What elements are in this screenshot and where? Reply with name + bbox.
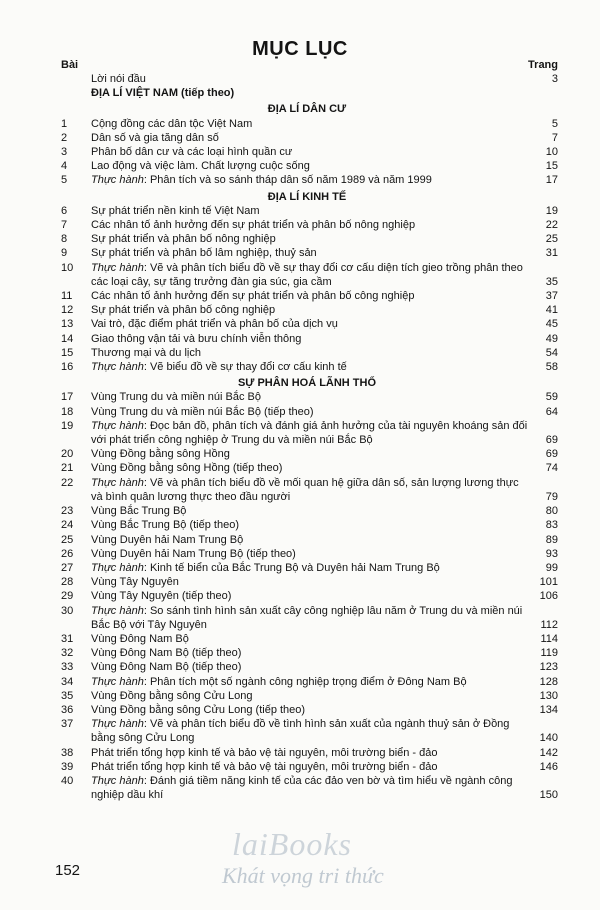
- lesson-number: 5: [61, 174, 68, 187]
- lesson-title: Sự phát triển nền kinh tế Việt Nam: [91, 204, 260, 217]
- practice-text: : Vẽ và phân tích biểu đồ về sự thay đổi cơ cấu diện tích gieo trồng phân theo các loại cây, sự tăng trưởng đàn gia súc, gia cầm: [91, 261, 523, 288]
- lesson-number: 9: [61, 247, 68, 260]
- lesson-title: Vùng Tây Nguyên (tiếp theo): [91, 590, 232, 603]
- preface-page: 3: [551, 73, 558, 85]
- lesson-title: Thương mại và du lịch: [91, 346, 201, 359]
- lesson-page: 35: [545, 275, 558, 288]
- toc-entry[interactable]: [56, 461, 558, 475]
- lesson-number: 15: [61, 346, 74, 359]
- lesson-title: [91, 261, 528, 289]
- lesson-number: 14: [61, 332, 74, 345]
- lesson-number: 21: [61, 462, 74, 475]
- lesson-title: Lao động và việc làm. Chất lượng cuộc sống: [91, 160, 310, 173]
- lesson-title: Vùng Đông Nam Bộ: [91, 632, 189, 645]
- section-heading: ĐỊA LÍ KINH TẾ: [267, 190, 347, 203]
- lesson-page: 25: [545, 233, 558, 246]
- lesson-title: Phát triển tổng hợp kinh tế và bảo vệ tài nguyên, môi trường biển - đảo: [91, 760, 438, 773]
- toc-entry[interactable]: [56, 173, 558, 187]
- lesson-number: 25: [61, 533, 74, 546]
- lesson-number: 36: [61, 703, 74, 716]
- practice-text: : Vẽ và phân tích biểu đồ về mối quan hệ giữa dân số, sản lượng lương thực và bình quân lương thực theo đầu người: [91, 476, 519, 503]
- lesson-page: 64: [545, 405, 558, 418]
- lesson-page: 37: [545, 290, 558, 303]
- practice-text: : So sánh tình hình sản xuất cây công nghiệp lâu năm ở Trung du và miền núi Bắc Bộ với Tây Nguyên: [91, 604, 523, 631]
- lesson-title: Vùng Tây Nguyên: [91, 576, 179, 589]
- lesson-title: Vùng Đồng bằng sông Hồng (tiếp theo): [91, 462, 283, 475]
- lesson-page: 114: [540, 632, 558, 645]
- sections-container: [56, 102, 558, 802]
- practice-label: Thực hành: [91, 174, 144, 187]
- lesson-title: [91, 717, 528, 745]
- lesson-number: 33: [61, 661, 74, 674]
- lesson-title: Vùng Bắc Trung Bộ (tiếp theo): [91, 519, 239, 532]
- watermark-tagline: Khát vọng tri thức: [222, 863, 384, 888]
- toc-entry[interactable]: [56, 289, 558, 303]
- lesson-page: 93: [545, 547, 558, 560]
- toc-entry[interactable]: [56, 632, 558, 646]
- lesson-number: 12: [61, 304, 74, 317]
- lesson-page: 106: [539, 590, 558, 603]
- main-heading: ĐỊA LÍ VIỆT NAM (tiếp theo): [91, 87, 235, 100]
- lesson-number: 23: [61, 505, 74, 518]
- practice-label: Thực hành: [91, 476, 144, 489]
- lesson-number: 35: [61, 689, 74, 702]
- lesson-page: 130: [539, 689, 558, 702]
- lesson-title: Vùng Bắc Trung Bộ: [91, 505, 187, 518]
- lesson-title: Cộng đồng các dân tộc Việt Nam: [91, 117, 253, 130]
- toc-entry[interactable]: [56, 332, 558, 346]
- lesson-number: 16: [61, 361, 74, 374]
- lesson-title: Phát triển tổng hợp kinh tế và bảo vệ tài nguyên, môi trường biển - đảo: [91, 746, 438, 759]
- practice-label: Thực hành: [91, 261, 144, 274]
- page-number: 152: [55, 862, 81, 879]
- lesson-title: [91, 774, 528, 802]
- lesson-number: 30: [61, 604, 74, 617]
- lesson-title: [91, 561, 528, 575]
- lesson-page: 19: [545, 204, 558, 217]
- toc-entry[interactable]: [56, 703, 558, 717]
- page-title: MỤC LỤC: [252, 38, 348, 60]
- lesson-title: [91, 476, 528, 504]
- table-of-contents: [56, 72, 558, 802]
- practice-label: Thực hành: [91, 774, 144, 787]
- lesson-title: Giao thông vận tải và bưu chính viễn thông: [91, 332, 302, 345]
- lesson-title: [91, 675, 528, 689]
- practice-label: Thực hành: [91, 361, 144, 374]
- lesson-number: 17: [61, 391, 74, 404]
- toc-entry[interactable]: [56, 675, 558, 689]
- lesson-number: 24: [61, 519, 74, 532]
- toc-entry[interactable]: [56, 504, 558, 518]
- toc-entry[interactable]: [56, 159, 558, 173]
- lesson-page: 146: [539, 760, 558, 773]
- lesson-page: 17: [545, 174, 558, 187]
- lesson-column-header: Bài: [61, 59, 79, 71]
- page-column-header: Trang: [528, 59, 558, 71]
- toc-entry[interactable]: [56, 261, 558, 289]
- lesson-number: 27: [61, 561, 74, 574]
- toc-entry[interactable]: [56, 518, 558, 532]
- lesson-title: Các nhân tố ảnh hưởng đến sự phát triển và phân bố nông nghiệp: [91, 219, 416, 232]
- lesson-page: 150: [539, 789, 558, 802]
- lesson-number: 2: [61, 131, 68, 144]
- lesson-page: 83: [545, 519, 558, 532]
- lesson-number: 40: [61, 774, 74, 787]
- lesson-number: 38: [61, 746, 74, 759]
- toc-entry[interactable]: [56, 145, 558, 159]
- lesson-title: Sự phát triển và phân bố công nghiệp: [91, 304, 276, 317]
- lesson-page: 99: [545, 561, 558, 574]
- lesson-number: 11: [61, 290, 73, 303]
- lesson-page: 74: [545, 462, 558, 475]
- toc-entry[interactable]: [56, 317, 558, 331]
- lesson-title: Vùng Duyên hải Nam Trung Bộ (tiếp theo): [91, 547, 296, 560]
- lesson-page: 69: [545, 448, 558, 461]
- toc-entry[interactable]: [56, 405, 558, 419]
- toc-entry[interactable]: [56, 117, 558, 131]
- lesson-number: 34: [61, 675, 74, 688]
- lesson-number: 4: [61, 160, 68, 173]
- lesson-page: 80: [545, 505, 558, 518]
- lesson-title: Sự phát triển và phân bố lâm nghiệp, thuỷ sản: [91, 247, 317, 260]
- practice-label: Thực hành: [91, 718, 144, 731]
- practice-text: : Đánh giá tiềm năng kinh tế của các đảo ven bờ và tìm hiểu về ngành công nghiệp dầu khí: [91, 774, 513, 802]
- toc-entry[interactable]: [56, 390, 558, 404]
- toc-entry[interactable]: [56, 746, 558, 760]
- toc-entry[interactable]: [56, 547, 558, 561]
- lesson-number: 3: [61, 146, 68, 159]
- lesson-number: 29: [61, 590, 74, 603]
- lesson-page: 119: [540, 647, 558, 660]
- lesson-title: Vùng Đông Nam Bộ (tiếp theo): [91, 661, 242, 674]
- lesson-number: 10: [61, 261, 74, 274]
- lesson-page: 22: [545, 219, 558, 232]
- lesson-number: 19: [61, 419, 74, 432]
- lesson-page: 79: [545, 490, 558, 503]
- lesson-page: 134: [539, 703, 558, 716]
- section-heading: ĐỊA LÍ DÂN CƯ: [267, 103, 347, 116]
- lesson-page: 10: [545, 146, 558, 159]
- lesson-title: [91, 360, 528, 374]
- lesson-page: 140: [539, 732, 558, 745]
- lesson-title: Vùng Duyên hải Nam Trung Bộ: [91, 533, 244, 546]
- lesson-page: 31: [545, 247, 558, 260]
- lesson-title: Vùng Đồng bằng sông Cửu Long (tiếp theo): [91, 703, 306, 716]
- toc-entry[interactable]: [56, 589, 558, 603]
- toc-entry[interactable]: [56, 604, 558, 632]
- toc-entry[interactable]: [56, 561, 558, 575]
- lesson-page: 59: [545, 391, 558, 404]
- toc-entry[interactable]: [56, 232, 558, 246]
- lesson-title: [91, 173, 528, 187]
- toc-entry[interactable]: [56, 575, 558, 589]
- toc-entry[interactable]: [56, 646, 558, 660]
- toc-entry[interactable]: [56, 760, 558, 774]
- toc-entry[interactable]: [56, 360, 558, 374]
- lesson-title: Vùng Trung du và miền núi Bắc Bộ: [91, 391, 261, 404]
- lesson-title: [91, 604, 528, 632]
- lesson-page: 15: [545, 160, 558, 173]
- toc-entry[interactable]: [56, 660, 558, 674]
- lesson-number: 1: [61, 117, 68, 130]
- lesson-page: 49: [545, 332, 558, 345]
- lesson-page: 58: [545, 361, 558, 374]
- lesson-number: 8: [61, 233, 68, 246]
- lesson-number: 37: [61, 718, 74, 731]
- lesson-number: 28: [61, 576, 74, 589]
- lesson-title: Dân số và gia tăng dân số: [91, 131, 219, 144]
- toc-entry[interactable]: [56, 246, 558, 260]
- lesson-number: 22: [61, 476, 74, 489]
- practice-label: Thực hành: [91, 419, 144, 432]
- lesson-number: 6: [61, 204, 68, 217]
- lesson-page: 5: [551, 117, 558, 130]
- lesson-page: 101: [539, 576, 558, 589]
- toc-entry[interactable]: [56, 476, 558, 504]
- lesson-title: Vùng Đồng bằng sông Hồng: [91, 448, 230, 461]
- lesson-number: 32: [61, 647, 74, 660]
- lesson-page: 128: [539, 675, 558, 688]
- practice-label: Thực hành: [91, 675, 144, 688]
- lesson-page: 54: [545, 346, 558, 359]
- lesson-number: 20: [61, 448, 74, 461]
- toc-entry[interactable]: [56, 533, 558, 547]
- practice-text: : Vẽ và phân tích biểu đồ về tình hình sản xuất của ngành thuỷ sản ở Đồng bằng sông Cửu Long: [91, 718, 510, 745]
- lesson-title: Phân bố dân cư và các loại hình quần cư: [91, 146, 293, 159]
- toc-entry[interactable]: [56, 717, 558, 745]
- lesson-page: 89: [545, 533, 558, 546]
- practice-label: Thực hành: [91, 604, 144, 617]
- practice-text: : Kinh tế biển của Bắc Trung Bộ và Duyên hải Nam Trung Bộ: [143, 561, 440, 574]
- practice-text: : Đọc bản đồ, phân tích và đánh giá ảnh hưởng của tài nguyên khoáng sản đối với phát triển công nghiệp ở Trung du và miền núi Bắc Bộ: [91, 419, 528, 447]
- lesson-title: [91, 419, 528, 447]
- lesson-page: 69: [545, 434, 558, 447]
- toc-entry[interactable]: [56, 218, 558, 232]
- section-heading: SỰ PHÂN HOÁ LÃNH THỔ: [237, 377, 377, 390]
- lesson-title: Sự phát triển và phân bố nông nghiệp: [91, 233, 276, 246]
- toc-entry[interactable]: [56, 131, 558, 145]
- lesson-number: 31: [61, 632, 74, 645]
- lesson-page: 142: [539, 746, 558, 759]
- toc-entry[interactable]: [56, 346, 558, 360]
- lesson-title: Vai trò, đặc điểm phát triển và phân bố của dịch vụ: [91, 318, 338, 331]
- toc-entry[interactable]: [56, 303, 558, 317]
- lesson-page: 123: [539, 661, 558, 674]
- preface-entry[interactable]: [56, 72, 558, 86]
- lesson-page: 45: [545, 318, 558, 331]
- practice-text: : Vẽ biểu đồ về sự thay đổi cơ cấu kinh tế: [143, 361, 347, 374]
- toc-entry[interactable]: [56, 774, 558, 802]
- lesson-page: 112: [540, 618, 558, 631]
- lesson-number: 7: [61, 219, 68, 232]
- practice-text: : Phân tích một số ngành công nghiệp trọng điểm ở Đông Nam Bộ: [143, 675, 467, 688]
- toc-entry[interactable]: [56, 204, 558, 218]
- lesson-number: 39: [61, 760, 74, 773]
- lesson-page: 41: [545, 304, 558, 317]
- lesson-number: 18: [61, 405, 74, 418]
- practice-label: Thực hành: [91, 561, 144, 574]
- toc-entry[interactable]: [56, 447, 558, 461]
- watermark-logo: laiBooks: [232, 826, 352, 862]
- lesson-number: 13: [61, 318, 74, 331]
- lesson-title: Vùng Đông Nam Bộ (tiếp theo): [91, 647, 242, 660]
- lesson-title: Vùng Trung du và miền núi Bắc Bộ (tiếp theo): [91, 405, 314, 418]
- preface-label: Lời nói đầu: [91, 73, 146, 85]
- lesson-number: 26: [61, 547, 74, 560]
- practice-text: : Phân tích và so sánh tháp dân số năm 1989 và năm 1999: [143, 174, 432, 187]
- lesson-page: 7: [551, 131, 558, 144]
- toc-entry[interactable]: [56, 419, 558, 447]
- toc-entry[interactable]: [56, 689, 558, 703]
- lesson-title: Các nhân tố ảnh hưởng đến sự phát triển và phân bố công nghiệp: [91, 290, 415, 303]
- lesson-title: Vùng Đồng bằng sông Cửu Long: [91, 689, 253, 702]
